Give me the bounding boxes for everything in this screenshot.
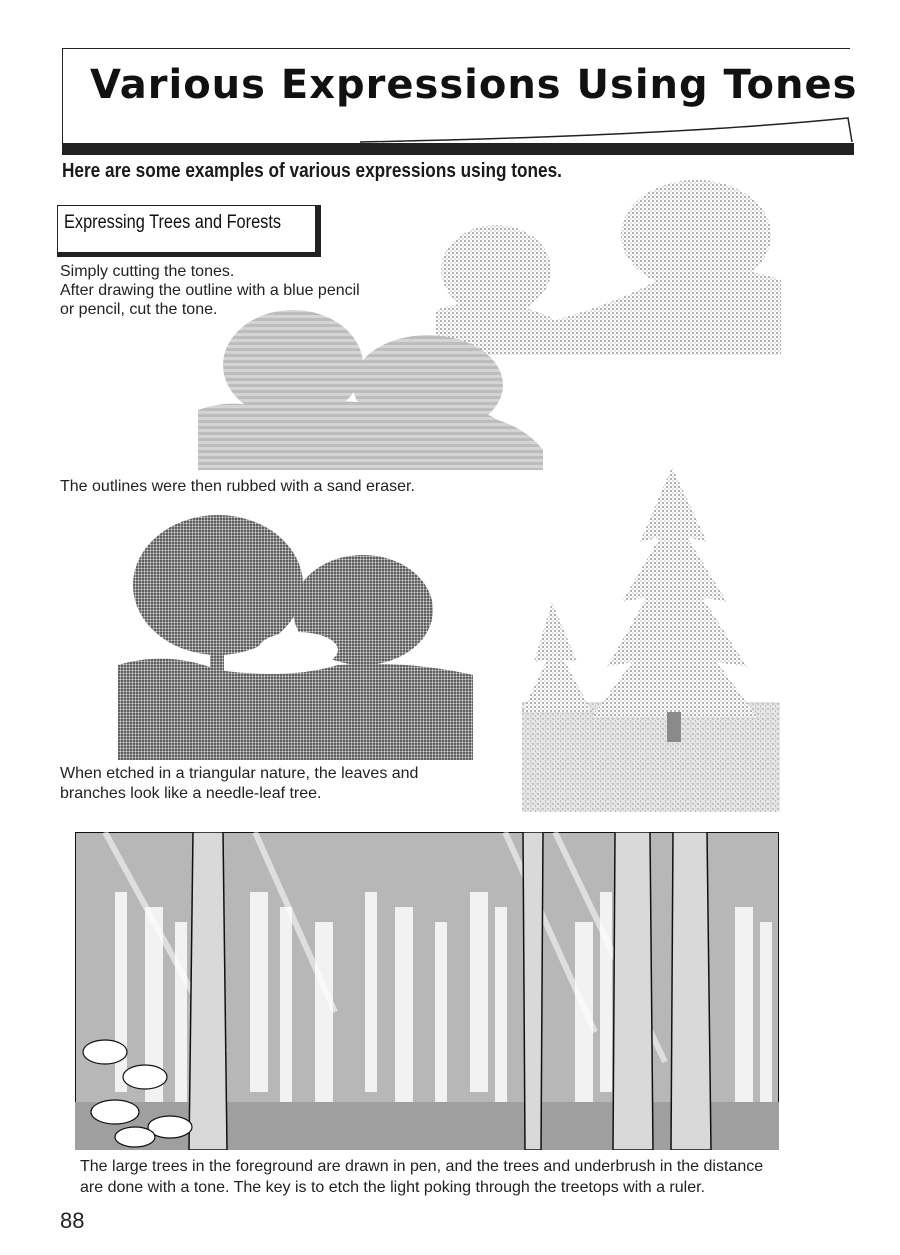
needle-leaf-trees-illustration: [522, 462, 780, 812]
forest-caption-line-1: The large trees in the foreground are drawn in pen, and the trees and underbrush in the distance: [80, 1158, 764, 1175]
distant-trunk: [760, 922, 772, 1122]
forest-panel-illustration: [75, 832, 779, 1150]
distant-trunk: [175, 922, 187, 1122]
cutting-text-line-3: or pencil, cut the tone.: [60, 301, 218, 318]
section-title: Expressing Trees and Forests: [64, 212, 282, 233]
cutting-text-line-2: After drawing the outline with a blue pencil: [60, 282, 360, 299]
distant-trunk: [470, 892, 488, 1092]
sand-eraser-trees-illustration: [118, 500, 473, 760]
title-underline-bar: [62, 143, 854, 155]
eraser-caption: The outlines were then rubbed with a sand eraser.: [60, 478, 415, 495]
distant-trunk: [395, 907, 413, 1107]
cutting-text-line-1: Simply cutting the tones.: [60, 263, 235, 280]
distant-trunk: [280, 907, 292, 1107]
page-subtitle: Here are some examples of various expressions using tones.: [62, 160, 562, 182]
needle-caption-line-1: When etched in a triangular nature, the leaves and: [60, 765, 419, 782]
distant-trunk: [315, 922, 333, 1122]
distant-trunk: [735, 907, 753, 1107]
forest-caption-line-2: are done with a tone. The key is to etch the light poking through the treetops with a ruler.: [80, 1179, 705, 1196]
distant-trunk: [250, 892, 268, 1092]
distant-trunk: [435, 922, 447, 1122]
distant-trunk: [365, 892, 377, 1092]
page-number: 88: [60, 1208, 85, 1233]
title-swoosh-decoration: [300, 90, 860, 150]
section-frame-shadow-right: [315, 205, 321, 257]
section-frame-shadow-bottom: [57, 252, 321, 257]
distant-trunk: [495, 907, 507, 1107]
striped-tone-trees-illustration: [198, 300, 543, 470]
distant-trunk: [600, 892, 612, 1092]
needle-caption-line-2: branches look like a needle-leaf tree.: [60, 785, 322, 802]
page-title: Various Expressions Using Tones: [90, 62, 858, 108]
